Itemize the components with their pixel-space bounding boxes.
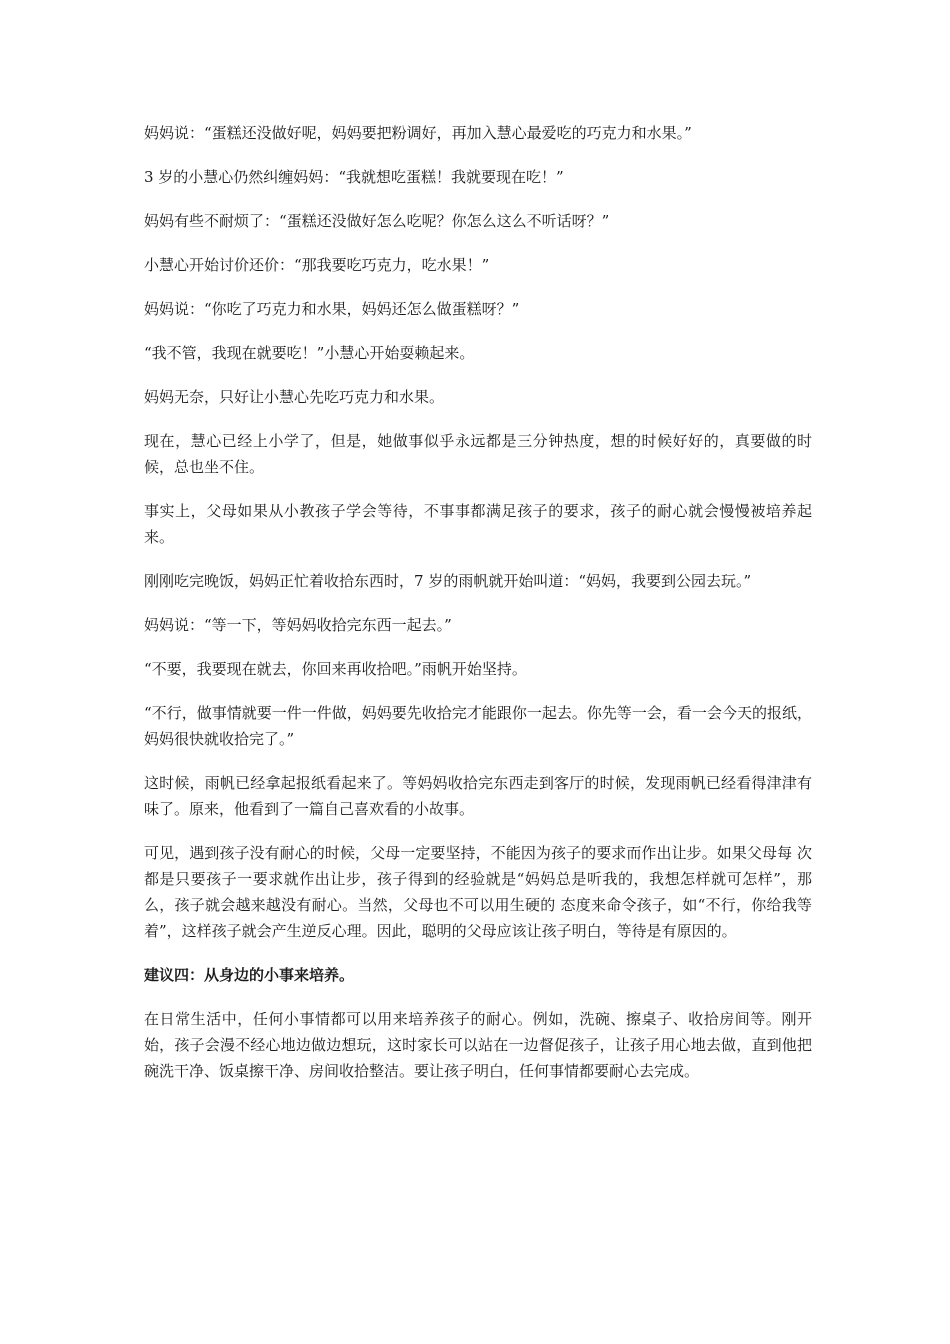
- document-body: [144, 120, 812, 1102]
- paragraph: “我不管，我现在就要吃！”小慧心开始耍赖起来。: [144, 344, 475, 362]
- paragraph: 小慧心开始讨价还价：“那我要吃巧克力，吃水果！”: [144, 256, 490, 274]
- paragraph: “不行，做事情就要一件一件做，妈妈要先收拾完才能跟你一起去。你先等一会，看一会今天的报纸，妈妈很快就收拾完了。”: [144, 704, 812, 748]
- paragraph: 事实上，父母如果从小教孩子学会等待，不事事都满足孩子的要求，孩子的耐心就会慢慢被培养起来。: [144, 502, 812, 546]
- paragraph: 妈妈说：“你吃了巧克力和水果，妈妈还怎么做蛋糕呀？”: [144, 300, 520, 318]
- paragraph: “不要，我要现在就去，你回来再收拾吧。”雨帆开始坚持。: [144, 660, 527, 678]
- paragraph: 妈妈说：“蛋糕还没做好呢，妈妈要把粉调好，再加入慧心最爱吃的巧克力和水果。”: [144, 124, 692, 142]
- paragraph: 妈妈有些不耐烦了：“蛋糕还没做好怎么吃呢？你怎么这么不听话呀？”: [144, 212, 610, 230]
- paragraph: 3 岁的小慧心仍然纠缠妈妈：“我就想吃蛋糕！我就要现在吃！”: [144, 168, 564, 186]
- paragraph: 刚刚吃完晚饭，妈妈正忙着收拾东西时，7 岁的雨帆就开始叫道：“妈妈，我要到公园去玩。”: [144, 572, 752, 590]
- paragraph: 这时候，雨帆已经拿起报纸看起来了。等妈妈收拾完东西走到客厅的时候，发现雨帆已经看得津津有味了。原来，他看到了一篇自己喜欢看的小故事。: [144, 774, 812, 818]
- closing-paragraph: 在日常生活中，任何小事情都可以用来培养孩子的耐心。例如，洗碗、擦桌子、收拾房间等。刚开始，孩子会漫不经心地边做边想玩，这时家长可以站在一边督促孩子，让孩子用心地去做，直到他把碗洗干净、饭桌擦干净、房间收拾整洁。要让孩子明白，任何事情都要耐心去完成。: [144, 1010, 812, 1080]
- paragraph: 妈妈无奈，只好让小慧心先吃巧克力和水果。: [144, 388, 445, 406]
- section-heading: 建议四：从身边的小事来培养。: [144, 966, 355, 984]
- paragraph: 现在，慧心已经上小学了，但是，她做事似乎永远都是三分钟热度，想的时候好好的，真要做的时候，总也坐不住。: [144, 432, 812, 476]
- paragraph: 妈妈说：“等一下，等妈妈收拾完东西一起去。”: [144, 616, 452, 634]
- paragraph: 可见，遇到孩子没有耐心的时候，父母一定要坚持，不能因为孩子的要求而作出让步。如果父母每 次都是只要孩子一要求就作出让步，孩子得到的经验就是“妈妈总是听我的，我想怎样就可怎样”，那么，孩子就会越来越没有耐心。当然，父母也不可以用生硬的 态度来命令孩子，如“不行，你给我等着”，这样孩子就会产生逆反心理。因此，聪明的父母应该让孩子明白，等待是有原因的。: [144, 844, 812, 940]
